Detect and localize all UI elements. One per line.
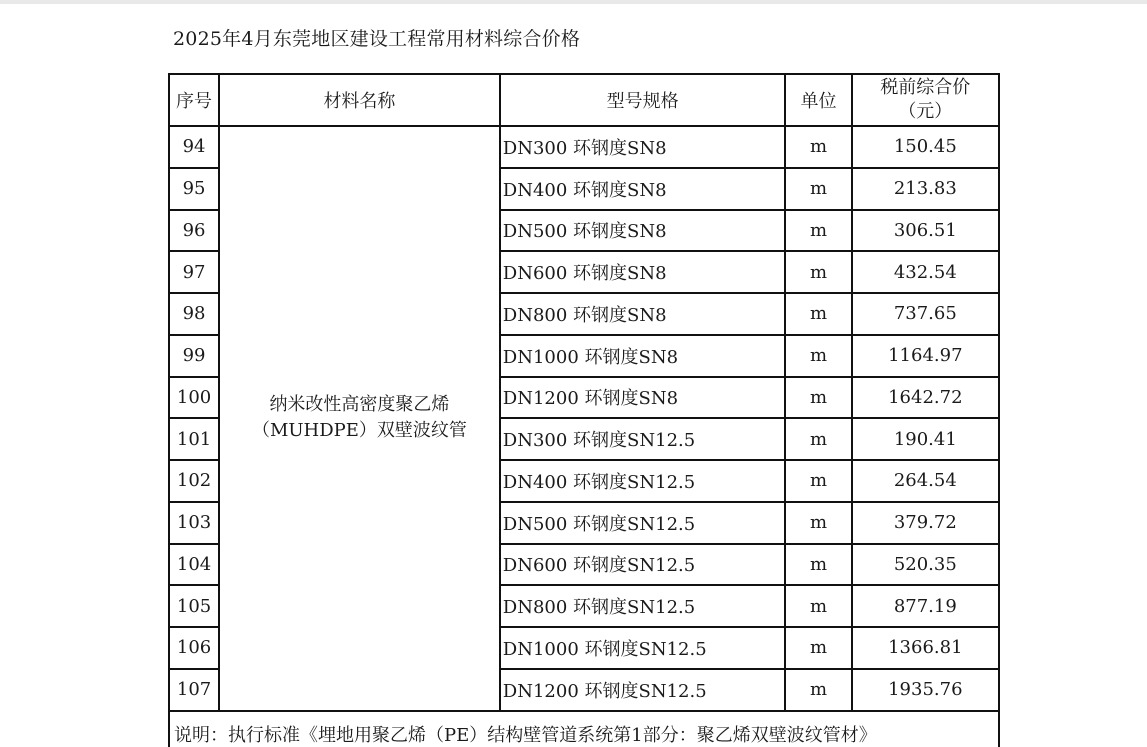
cell-unit: m xyxy=(785,335,851,377)
material-name-line2: （MUHDPE）双壁波纹管 xyxy=(251,420,467,442)
cell-spec: DN1200 环钢度SN8 xyxy=(500,377,786,419)
cell-price: 432.54 xyxy=(852,251,999,293)
cell-spec: DN400 环钢度SN12.5 xyxy=(500,460,786,502)
cell-spec: DN600 环钢度SN8 xyxy=(500,251,786,293)
page-top-border xyxy=(0,0,1147,4)
document-title: 2025年4月东莞地区建设工程常用材料综合价格 xyxy=(173,28,581,50)
material-price-table xyxy=(168,73,1000,747)
cell-price: 1935.76 xyxy=(852,669,999,711)
cell-unit: m xyxy=(785,418,851,460)
header-spec: 型号规格 xyxy=(500,74,786,126)
header-material-name: 材料名称 xyxy=(219,74,500,126)
cell-price: 150.45 xyxy=(852,126,999,168)
cell-seq: 105 xyxy=(169,585,219,627)
cell-unit: m xyxy=(785,293,851,335)
cell-unit: m xyxy=(785,377,851,419)
cell-unit: m xyxy=(785,627,851,669)
cell-seq: 102 xyxy=(169,460,219,502)
cell-seq: 107 xyxy=(169,669,219,711)
cell-seq: 98 xyxy=(169,293,219,335)
cell-spec: DN400 环钢度SN8 xyxy=(500,168,786,210)
cell-price: 1642.72 xyxy=(852,377,999,419)
cell-price: 379.72 xyxy=(852,502,999,544)
cell-unit: m xyxy=(785,502,851,544)
cell-seq: 97 xyxy=(169,251,219,293)
cell-price: 190.41 xyxy=(852,418,999,460)
cell-price: 306.51 xyxy=(852,210,999,252)
header-seq: 序号 xyxy=(169,74,219,126)
cell-price: 213.83 xyxy=(852,168,999,210)
cell-spec: DN500 环钢度SN8 xyxy=(500,210,786,252)
cell-spec: DN1000 环钢度SN12.5 xyxy=(500,627,786,669)
cell-seq: 99 xyxy=(169,335,219,377)
cell-price: 520.35 xyxy=(852,544,999,586)
cell-unit: m xyxy=(785,126,851,168)
table-row xyxy=(169,126,999,168)
table-note: 说明：执行标准《埋地用聚乙烯（PE）结构壁管道系统第1部分：聚乙烯双壁波纹管材》 xyxy=(169,711,999,747)
header-price-line2: （元） xyxy=(898,101,953,122)
table-note-row xyxy=(169,711,999,747)
cell-seq: 106 xyxy=(169,627,219,669)
cell-unit: m xyxy=(785,460,851,502)
cell-seq: 95 xyxy=(169,168,219,210)
header-unit: 单位 xyxy=(785,74,851,126)
cell-material-name xyxy=(219,126,500,711)
table-header-row xyxy=(169,74,999,126)
cell-spec: DN600 环钢度SN12.5 xyxy=(500,544,786,586)
cell-spec: DN300 环钢度SN8 xyxy=(500,126,786,168)
cell-unit: m xyxy=(785,210,851,252)
cell-price: 1164.97 xyxy=(852,335,999,377)
cell-spec: DN800 环钢度SN8 xyxy=(500,293,786,335)
cell-spec: DN1200 环钢度SN12.5 xyxy=(500,669,786,711)
cell-seq: 94 xyxy=(169,126,219,168)
cell-price: 1366.81 xyxy=(852,627,999,669)
cell-unit: m xyxy=(785,251,851,293)
header-price-line1: 税前综合价 xyxy=(880,77,971,98)
cell-seq: 103 xyxy=(169,502,219,544)
cell-unit: m xyxy=(785,168,851,210)
table-body xyxy=(169,126,999,747)
cell-seq: 100 xyxy=(169,377,219,419)
cell-price: 737.65 xyxy=(852,293,999,335)
material-name-line1: 纳米改性高密度聚乙烯 xyxy=(269,394,450,416)
cell-unit: m xyxy=(785,669,851,711)
cell-spec: DN800 环钢度SN12.5 xyxy=(500,585,786,627)
cell-price: 877.19 xyxy=(852,585,999,627)
cell-seq: 104 xyxy=(169,544,219,586)
cell-spec: DN500 环钢度SN12.5 xyxy=(500,502,786,544)
cell-seq: 101 xyxy=(169,418,219,460)
cell-seq: 96 xyxy=(169,210,219,252)
header-price xyxy=(852,74,999,126)
cell-price: 264.54 xyxy=(852,460,999,502)
cell-spec: DN300 环钢度SN12.5 xyxy=(500,418,786,460)
cell-unit: m xyxy=(785,544,851,586)
cell-unit: m xyxy=(785,585,851,627)
cell-spec: DN1000 环钢度SN8 xyxy=(500,335,786,377)
